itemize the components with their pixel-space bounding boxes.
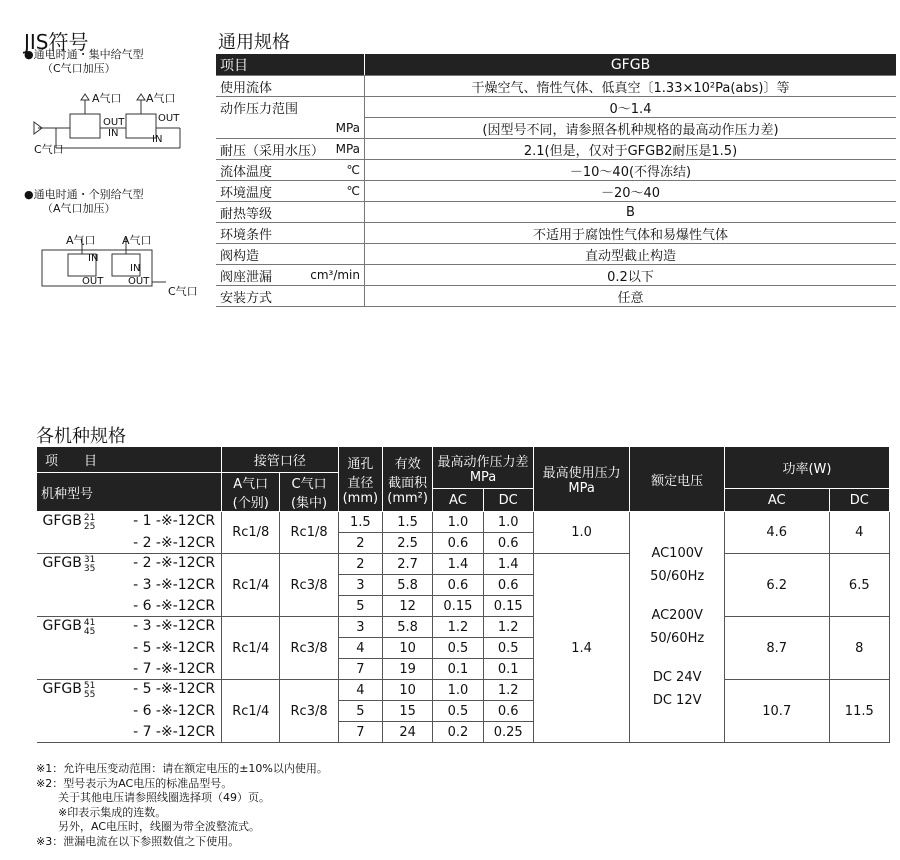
power-dc: 4 — [829, 512, 889, 554]
table-row — [37, 617, 890, 638]
orifice-diameter: 3 — [338, 617, 382, 638]
hdr-power: 功率(W) — [724, 447, 889, 489]
max-diff-dc: 1.0 — [483, 512, 533, 533]
note-line: 另外，AC电压时，线圈为带全波整流式。 — [36, 820, 261, 833]
type2-in-1: IN — [88, 253, 99, 264]
model-name: GFGB 51 55 - 5 -※-12CR — [37, 680, 222, 701]
max-diff-ac: 1.2 — [433, 617, 483, 638]
max-diff-ac: 0.2 — [433, 722, 483, 743]
max-diff-ac: 1.0 — [433, 512, 483, 533]
effective-area: 1.5 — [382, 512, 432, 533]
note-line: 关于其他电压请参照线圈选择项（49）页。 — [36, 791, 270, 804]
hdr-max-diff: 最高动作压力差 MPa — [433, 447, 534, 489]
orifice-diameter: 2 — [338, 533, 382, 554]
orifice-diameter: 7 — [338, 722, 382, 743]
orifice-diameter: 5 — [338, 596, 382, 617]
model-spec-title: 各机种规格 — [36, 426, 126, 447]
spec-row — [216, 76, 896, 97]
max-pressure: 1.0 — [533, 512, 630, 554]
spec-label: 环境温度 ℃ — [216, 181, 365, 202]
effective-area: 10 — [382, 680, 432, 701]
model-name: GFGB 31 35 - 2 -※-12CR — [37, 554, 222, 575]
spec-value: B — [365, 202, 897, 223]
effective-area: 12 — [382, 596, 432, 617]
spec-value: 0.2以下 — [365, 265, 897, 286]
type2-sub: （A气口加压） — [42, 202, 116, 215]
voltage-line: DC 12V — [652, 693, 702, 708]
max-diff-dc: 0.5 — [483, 638, 533, 659]
orifice-diameter: 4 — [338, 680, 382, 701]
power-dc: 8 — [829, 617, 889, 680]
spec-label: 环境条件 — [216, 223, 365, 244]
model-name: - 5 -※-12CR — [37, 638, 222, 659]
max-diff-dc: 0.25 — [483, 722, 533, 743]
hdr-c-port: C气口 (集中) — [280, 473, 338, 512]
hdr-voltage: 额定电压 — [630, 447, 725, 512]
spec-label: 阀构造 — [216, 244, 365, 265]
notes — [36, 762, 328, 849]
model-name: - 3 -※-12CR — [37, 575, 222, 596]
spec-label: 使用流体 — [216, 76, 365, 97]
spec-row — [216, 244, 896, 265]
hdr-model: 机种型号 — [37, 473, 222, 512]
spec-row — [216, 97, 896, 118]
spec-unit: ℃ — [346, 184, 360, 198]
spec-label: 耐压（采用水压） MPa — [216, 139, 365, 160]
power-dc: 11.5 — [829, 680, 889, 743]
c-port-size: Rc1/8 — [280, 512, 338, 554]
type2-label: ●通电时通・个别给气型 — [24, 188, 144, 201]
spec-value: 干燥空气、惰性气体、低真空〔1.33×10²Pa(abs)〕等 — [365, 76, 897, 97]
type2-out-2: OUT — [128, 276, 150, 287]
effective-area: 10 — [382, 638, 432, 659]
power-ac: 8.7 — [724, 617, 829, 680]
max-diff-dc: 0.6 — [483, 575, 533, 596]
type1-out-2: OUT — [158, 113, 180, 124]
max-diff-ac: 0.5 — [433, 638, 483, 659]
note-line: ※3：泄漏电流在以下参照数值之下使用。 — [36, 834, 240, 848]
max-diff-ac: 0.1 — [433, 659, 483, 680]
type1-a-port-2: A气口 — [146, 92, 176, 105]
orifice-diameter: 7 — [338, 659, 382, 680]
spec-header-item: 项目 — [216, 54, 365, 76]
spec-header-model: GFGB — [365, 54, 897, 76]
max-diff-ac: 0.6 — [433, 533, 483, 554]
type1-label: ●通电时通・集中给气型 — [24, 48, 144, 61]
max-diff-dc: 1.2 — [483, 680, 533, 701]
max-diff-dc: 1.2 — [483, 617, 533, 638]
type2-a-port-2: A气口 — [122, 234, 152, 247]
voltage-line: DC 24V — [652, 670, 702, 685]
spec-label: 阀座泄漏 cm³/min — [216, 265, 365, 286]
spec-row — [216, 139, 896, 160]
note-line: ※印表示集成的连数。 — [36, 805, 167, 819]
spec-row — [216, 265, 896, 286]
spec-label: 安装方式 — [216, 286, 365, 307]
a-port-size: Rc1/4 — [222, 617, 280, 680]
hdr-orifice: 通孔 直径 (mm) — [338, 447, 382, 512]
type1-sub: （C气口加压） — [42, 62, 116, 75]
model-spec-table — [36, 446, 890, 743]
voltage-line: AC200V — [651, 608, 703, 623]
spec-row — [216, 223, 896, 244]
spec-value: (因型号不同，请参照各机种规格的最高动作压力差) — [365, 118, 897, 139]
max-diff-dc: 0.6 — [483, 701, 533, 722]
effective-area: 24 — [382, 722, 432, 743]
type2-out-1: OUT — [82, 276, 104, 287]
spec-value: －10〜40(不得冻结) — [365, 160, 897, 181]
note-line: ※1：允许电压变动范围：请在额定电压的±10%以内使用。 — [36, 762, 328, 775]
model-name: - 7 -※-12CR — [37, 722, 222, 743]
type1-a-port-1: A气口 — [92, 92, 122, 105]
general-spec-title: 通用规格 — [218, 32, 290, 53]
model-name: - 2 -※-12CR — [37, 533, 222, 554]
jis-title: JIS符号 — [24, 30, 89, 54]
hdr-diff-dc: DC — [483, 489, 533, 512]
voltage-line: AC100V — [651, 546, 703, 561]
spec-label: 流体温度 ℃ — [216, 160, 365, 181]
effective-area: 5.8 — [382, 575, 432, 596]
spec-row — [216, 286, 896, 307]
c-port-size: Rc3/8 — [280, 554, 338, 617]
model-name: GFGB 41 45 - 3 -※-12CR — [37, 617, 222, 638]
spec-row — [216, 202, 896, 223]
max-pressure: 1.4 — [533, 554, 630, 743]
spec-value: 不适用于腐蚀性气体和易爆性气体 — [365, 223, 897, 244]
table-row — [37, 680, 890, 701]
spec-unit: cm³/min — [310, 268, 360, 282]
type2-symbol-diagram — [40, 232, 180, 294]
model-name: - 7 -※-12CR — [37, 659, 222, 680]
hdr-port-size: 接管口径 — [222, 447, 339, 473]
power-ac: 6.2 — [724, 554, 829, 617]
spec-unit: MPa — [335, 142, 360, 156]
power-dc: 6.5 — [829, 554, 889, 617]
orifice-diameter: 2 — [338, 554, 382, 575]
model-name: - 6 -※-12CR — [37, 701, 222, 722]
max-diff-dc: 1.4 — [483, 554, 533, 575]
type2-in-2: IN — [130, 263, 141, 274]
max-diff-ac: 1.0 — [433, 680, 483, 701]
spec-label: 耐热等级 — [216, 202, 365, 223]
hdr-power-dc: DC — [829, 489, 889, 512]
effective-area: 15 — [382, 701, 432, 722]
a-port-size: Rc1/8 — [222, 512, 280, 554]
spec-unit: MPa — [335, 120, 360, 135]
hdr-item: 项 目 — [37, 447, 222, 473]
spec-label: 动作压力范围 — [216, 97, 365, 118]
max-diff-ac: 0.5 — [433, 701, 483, 722]
type2-c-port: C气口 — [168, 285, 198, 298]
effective-area: 2.7 — [382, 554, 432, 575]
orifice-diameter: 5 — [338, 701, 382, 722]
hdr-power-ac: AC — [724, 489, 829, 512]
a-port-size: Rc1/4 — [222, 554, 280, 617]
hdr-max-press: 最高使用压力 MPa — [533, 447, 630, 512]
spec-value: 0〜1.4 — [365, 97, 897, 118]
type2-a-port-1: A气口 — [66, 234, 96, 247]
spec-value: 直动型截止构造 — [365, 244, 897, 265]
model-name: - 6 -※-12CR — [37, 596, 222, 617]
voltage-line: 50/60Hz — [650, 569, 705, 584]
c-port-size: Rc3/8 — [280, 617, 338, 680]
spec-row — [216, 160, 896, 181]
max-diff-dc: 0.1 — [483, 659, 533, 680]
type1-out-1: OUT — [103, 117, 125, 128]
max-diff-dc: 0.6 — [483, 533, 533, 554]
voltage-line: 50/60Hz — [650, 631, 705, 646]
hdr-a-port: A气口 (个别) — [222, 473, 280, 512]
spec-unit: ℃ — [346, 163, 360, 177]
model-name: GFGB 21 25 - 1 -※-12CR — [37, 512, 222, 533]
spec-value: －20〜40 — [365, 181, 897, 202]
hdr-area: 有效 截面积 (mm²) — [382, 447, 432, 512]
spec-row — [216, 181, 896, 202]
max-diff-ac: 1.4 — [433, 554, 483, 575]
effective-area: 19 — [382, 659, 432, 680]
table-row — [37, 512, 890, 533]
spec-label — [216, 118, 365, 139]
power-ac: 10.7 — [724, 680, 829, 743]
type1-in-1: IN — [108, 128, 119, 139]
spec-row — [216, 118, 896, 139]
effective-area: 5.8 — [382, 617, 432, 638]
orifice-diameter: 4 — [338, 638, 382, 659]
power-ac: 4.6 — [724, 512, 829, 554]
spec-value: 2.1(但是，仅对于GFGB2耐压是1.5) — [365, 139, 897, 160]
hdr-diff-ac: AC — [433, 489, 483, 512]
orifice-diameter: 1.5 — [338, 512, 382, 533]
effective-area: 2.5 — [382, 533, 432, 554]
rated-voltage — [630, 512, 725, 743]
type1-c-port: C气口 — [34, 143, 64, 156]
max-diff-dc: 0.15 — [483, 596, 533, 617]
note-line: ※2：型号表示为AC电压的标准品型号。 — [36, 776, 233, 790]
spec-value: 任意 — [365, 286, 897, 307]
spec-header-row — [216, 54, 896, 76]
c-port-size: Rc3/8 — [280, 680, 338, 743]
a-port-size: Rc1/4 — [222, 680, 280, 743]
max-diff-ac: 0.6 — [433, 575, 483, 596]
type1-in-2: IN — [152, 134, 163, 145]
table-row — [37, 554, 890, 575]
orifice-diameter: 3 — [338, 575, 382, 596]
general-spec-table — [216, 54, 896, 307]
max-diff-ac: 0.15 — [433, 596, 483, 617]
